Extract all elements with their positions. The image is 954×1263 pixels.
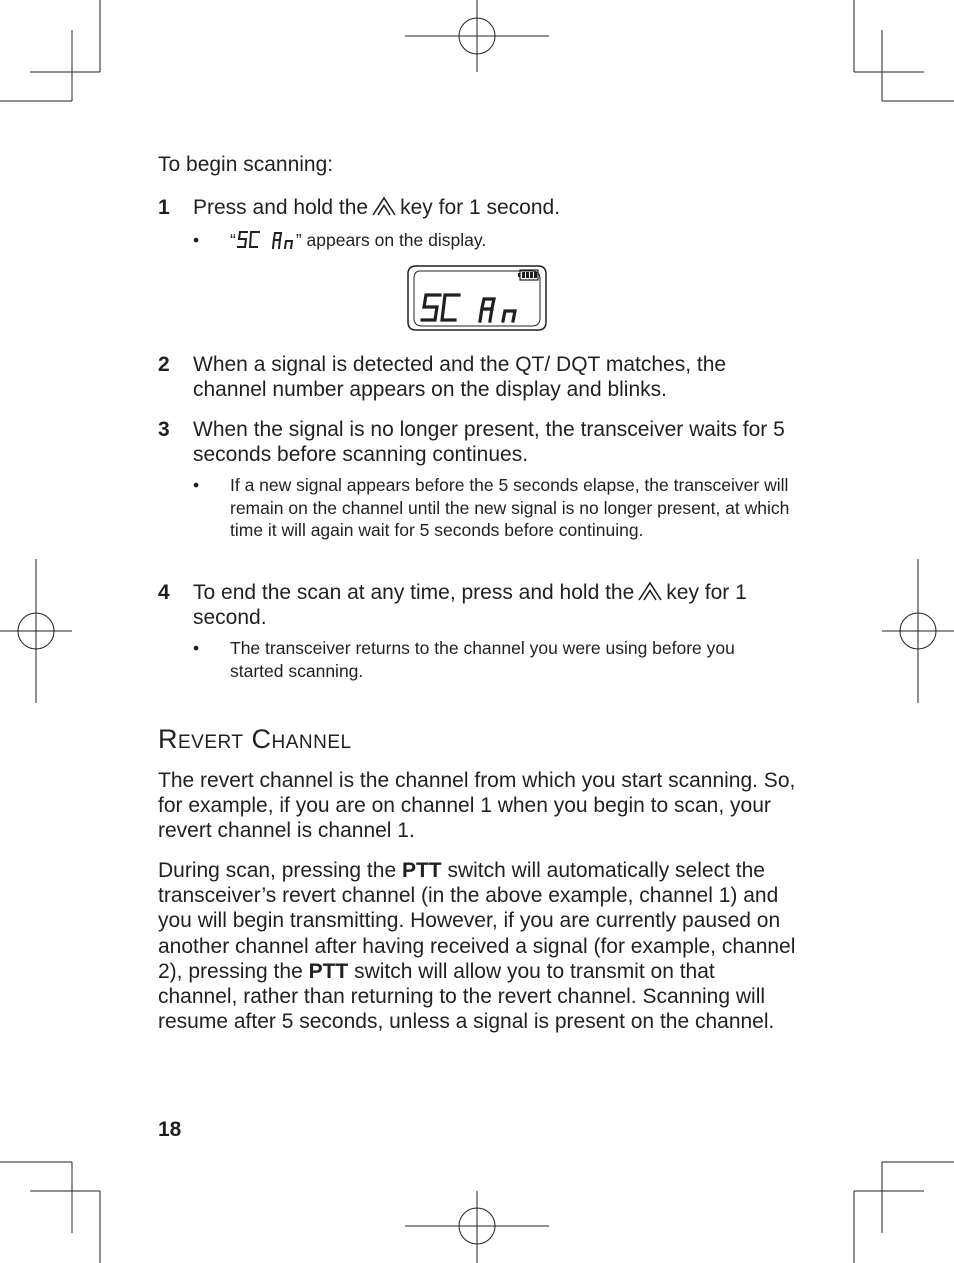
step-text: When a signal is detected and the QT/ DQT matches, the channel number appears on the display and blinks.: [193, 353, 727, 401]
revert-paragraph-1: The revert channel is the channel from which you start scanning. So, for example, if you are on channel 1 when you begin to scan, your revert channel is channel 1.: [158, 769, 796, 843]
step-text-before: Press and hold the: [193, 196, 369, 219]
step-2: [158, 352, 798, 402]
step-1-bullet: • “ SCAn ” appears on the display.: [193, 230, 487, 250]
step-1: [158, 195, 798, 220]
step-3-bullet: [193, 474, 793, 542]
step-number: 1: [158, 196, 170, 219]
page-number: 18: [158, 1118, 182, 1141]
display-text-label: SCAn: [236, 230, 240, 231]
step-3: [158, 417, 798, 467]
bullet-text: If a new signal appears before the 5 seconds elapse, the transceiver will remain on the channel until the new signal is no longer present, at which time it will again wait for 5 seconds before continuing.: [230, 475, 790, 540]
step-text-after: key for 1 second.: [400, 196, 561, 219]
bullet-dot: •: [193, 475, 200, 495]
bullet-dot: •: [193, 230, 200, 250]
scan-display-text-icon: [237, 230, 295, 250]
bullet-text: The transceiver returns to the channel you were using before you started scanning.: [230, 638, 735, 681]
step-4-bullet: [193, 637, 793, 682]
ptt-label: PTT: [401, 859, 442, 882]
step-number: 3: [158, 418, 170, 441]
step-4: [158, 580, 798, 630]
ptt-label: PTT: [308, 959, 349, 983]
lcd-segment-text: [422, 295, 515, 321]
step-text-after: key for 1 second.: [193, 581, 747, 629]
intro-text: To begin scanning:: [158, 153, 334, 176]
section-heading: Revert Channel: [158, 724, 352, 754]
step-number: 2: [158, 353, 170, 376]
revert-paragraph-2: During scan, pressing the PTT switch will automatically select the transceiver’s revert channel (in the above example, channel 1) and you will begin transmitting. However, if you are currently paused on another channel after having received a signal (for example, channel 2), pressing the PTT switch will allow you to transmit on that channel, rather than returning to the revert channel. Scanning will resume after 5 seconds, unless a signal is present on the channel.: [158, 859, 796, 1034]
up-arrow-key-icon: [372, 196, 396, 216]
bullet-dot: •: [193, 638, 200, 658]
step-number: 4: [158, 581, 170, 604]
lcd-display-illustration: [404, 262, 550, 334]
step-text-before: To end the scan at any time, press and hold the: [193, 581, 635, 604]
step-text: When the signal is no longer present, the transceiver waits for 5 seconds before scanning continues.: [193, 418, 785, 466]
up-arrow-key-icon: [638, 581, 662, 601]
